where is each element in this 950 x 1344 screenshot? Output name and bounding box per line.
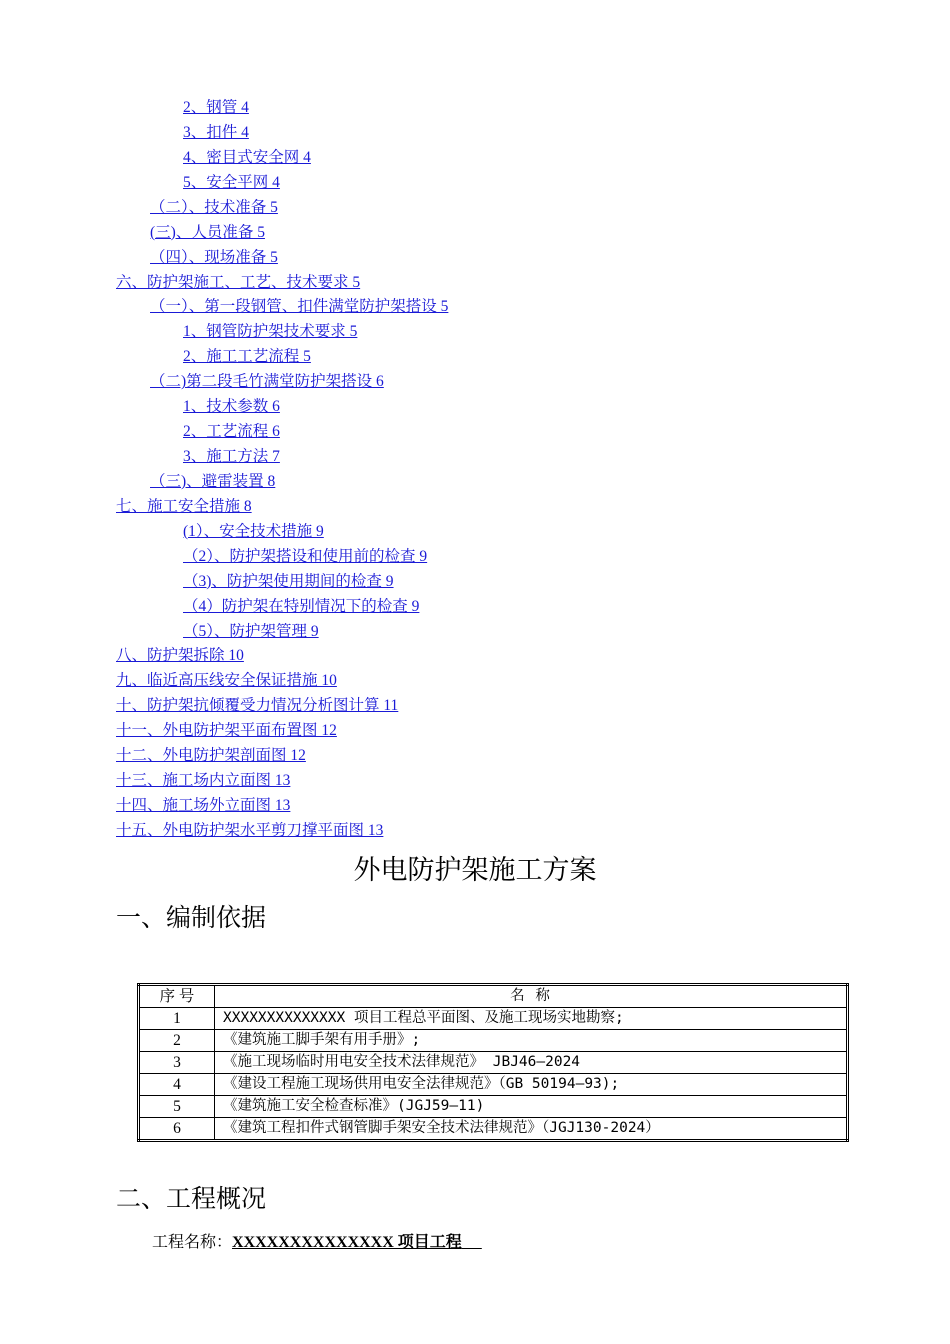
project-name-label: 工程名称： <box>152 1234 233 1251</box>
toc-link[interactable]: 六、防护架施工、工艺、技术要求 5 <box>116 273 361 291</box>
section-heading-basis: 一、编制依据 <box>116 905 267 932</box>
toc-link[interactable]: 5、安全平网 4 <box>183 173 280 191</box>
toc-link[interactable]: 十五、外电防护架水平剪刀撑平面图 13 <box>116 821 384 839</box>
toc-link[interactable]: 八、防护架拆除 10 <box>116 647 244 665</box>
project-name-underline-tail <box>462 1234 482 1251</box>
table-row <box>139 1030 848 1052</box>
table-header-name: 名 称 <box>215 985 848 1008</box>
toc-link[interactable]: 十三、施工场内立面图 13 <box>116 772 291 790</box>
table-row <box>139 1074 848 1096</box>
toc-link[interactable]: 1、钢管防护架技术要求 5 <box>183 323 358 341</box>
toc-link[interactable]: （5）、防护架管理 9 <box>183 622 319 640</box>
table-header-row <box>139 985 848 1008</box>
table-cell-number: 5 <box>139 1096 215 1118</box>
table-cell-number: 3 <box>139 1052 215 1074</box>
toc-link[interactable]: （4）防护架在特别情况下的检查 9 <box>183 597 420 615</box>
table-row <box>139 1118 848 1141</box>
toc-link[interactable]: （二)第二段毛竹满堂防护架搭设 6 <box>150 373 384 391</box>
toc-link[interactable]: (三)、人员准备 5 <box>150 223 265 241</box>
table-cell-name: 《建筑施工安全检查标准》(JGJ59—11) <box>215 1096 848 1118</box>
toc-link[interactable]: 十四、施工场外立面图 13 <box>116 797 291 815</box>
table-cell-number: 4 <box>139 1074 215 1096</box>
toc-link[interactable]: 1、技术参数 6 <box>183 398 280 416</box>
toc-link[interactable]: （一）、第一段钢管、扣件满堂防护架搭设 5 <box>150 298 449 316</box>
toc-link[interactable]: 2、钢管 4 <box>183 99 249 116</box>
project-name-line <box>152 1232 482 1254</box>
toc-link[interactable]: 十二、外电防护架剖面图 12 <box>116 747 306 765</box>
toc-link[interactable]: (1）、安全技术措施 9 <box>183 522 324 540</box>
toc-link[interactable]: 4、密目式安全网 4 <box>183 148 311 166</box>
toc-link[interactable]: 3、施工方法 7 <box>183 448 280 466</box>
toc-link[interactable]: 十一、外电防护架平面布置图 12 <box>116 722 337 740</box>
section-heading-overview: 二、工程概况 <box>116 1186 267 1213</box>
table-cell-number: 2 <box>139 1030 215 1052</box>
table-cell-name: 《施工现场临时用电安全技术法律规范》 JBJ46—2024 <box>215 1052 848 1074</box>
toc-link[interactable]: （2）、防护架搭设和使用前的检查 9 <box>183 547 428 565</box>
table-row <box>139 1008 848 1030</box>
table-row <box>139 1096 848 1118</box>
document-title: 外电防护架施工方案 <box>353 855 597 885</box>
table-cell-name: 《建筑施工脚手架有用手册》; <box>215 1030 848 1052</box>
toc-link[interactable]: 2、施工工艺流程 5 <box>183 348 311 366</box>
toc-link[interactable]: 七、施工安全措施 8 <box>116 497 252 515</box>
toc-link[interactable]: （三)、避雷装置 8 <box>150 472 276 490</box>
table-cell-number: 1 <box>139 1008 215 1030</box>
table-cell-number: 6 <box>139 1118 215 1141</box>
reference-table <box>137 983 849 1142</box>
toc-link[interactable]: 3、扣件 4 <box>183 123 249 141</box>
table-header-number: 序 号 <box>139 985 215 1008</box>
toc-link[interactable]: （二）、技术准备 5 <box>150 198 278 216</box>
table-cell-name: XXXXXXXXXXXXXX 项目工程总平面图、及施工现场实地勘察; <box>215 1008 848 1030</box>
project-name-value: XXXXXXXXXXXXXX 项目工程 <box>232 1234 462 1251</box>
toc-link[interactable]: （3)、防护架使用期间的检查 9 <box>183 572 394 590</box>
toc-link[interactable]: 九、临近高压线安全保证措施 10 <box>116 672 337 690</box>
toc-link[interactable]: 十、防护架抗倾覆受力情况分析图计算 11 <box>116 697 399 715</box>
toc-link[interactable]: 2、工艺流程 6 <box>183 423 280 441</box>
table-row <box>139 1052 848 1074</box>
toc-link[interactable]: （四）、现场准备 5 <box>150 248 278 266</box>
table-cell-name: 《建设工程施工现场供用电安全法律规范》（GB 50194—93); <box>215 1074 848 1096</box>
table-cell-name: 《建筑工程扣件式钢管脚手架安全技术法律规范》（JGJ130-2024） <box>215 1118 848 1141</box>
